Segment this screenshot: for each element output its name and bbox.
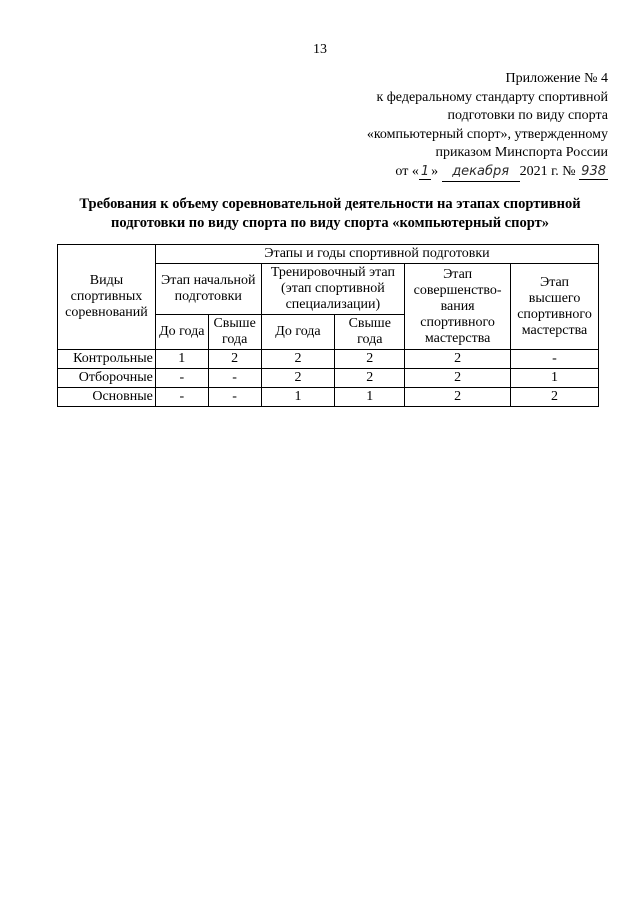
table-cell: 2	[208, 350, 261, 369]
sub-header-over-year: Свыше года	[335, 315, 405, 350]
table-cell: 1	[261, 388, 335, 407]
sub-header-upto-year: До года	[261, 315, 335, 350]
stage-initial-header: Этап начальной подготовки	[155, 264, 261, 315]
table-cell: 2	[335, 369, 405, 388]
table-cell: 1	[155, 350, 208, 369]
table-cell: 2	[405, 388, 511, 407]
handwritten-order-number: 938	[581, 163, 606, 179]
page-number: 13	[313, 42, 327, 57]
table-cell: -	[511, 350, 599, 369]
table-row	[58, 350, 599, 369]
row-label: Основные	[58, 388, 156, 407]
table-cell: 2	[511, 388, 599, 407]
appendix-line: «компьютерный спорт», утвержденному	[366, 126, 608, 142]
appendix-line: подготовки по виду спорта	[447, 108, 608, 123]
table-cell: -	[155, 388, 208, 407]
corner-header: Виды спортивных соревнований	[58, 245, 156, 350]
row-label: Отборочные	[58, 369, 156, 388]
title-line: подготовки по виду спорта по виду спорта «компьютерный спорт»	[111, 215, 549, 231]
sub-header-upto-year: До года	[155, 315, 208, 350]
date-mid: »	[431, 163, 439, 179]
table-cell: 2	[405, 369, 511, 388]
title-line: Требования к объему соревновательной деятельности на этапах спортивной	[79, 196, 581, 212]
requirements-table	[57, 244, 599, 407]
table-cell: 2	[261, 350, 335, 369]
table-cell: 2	[335, 350, 405, 369]
document-title	[40, 195, 620, 233]
date-year: 2021 г. №	[519, 163, 576, 179]
table-row	[58, 369, 599, 388]
stage-training-header: Тренировочный этап (этап спортивной специализации)	[261, 264, 405, 315]
handwritten-month: декабря	[442, 163, 520, 183]
appendix-line: к федеральному стандарту спортивной	[376, 89, 608, 105]
table-cell: 2	[405, 350, 511, 369]
appendix-line: приказом Минспорта России	[435, 145, 608, 160]
sub-header-over-year: Свыше года	[208, 315, 261, 350]
handwritten-day: 1	[420, 163, 430, 179]
appendix-date-line	[340, 163, 608, 183]
table-cell: -	[208, 369, 261, 388]
table-cell: -	[208, 388, 261, 407]
table-cell: 2	[261, 369, 335, 388]
table-cell: 1	[335, 388, 405, 407]
appendix-header	[340, 70, 608, 182]
table-cell: 1	[511, 369, 599, 388]
stage-highest-header: Этап высшего спортивного мастерства	[511, 264, 599, 350]
group-header: Этапы и годы спортивной подготовки	[155, 245, 598, 264]
table-cell: -	[155, 369, 208, 388]
row-label: Контрольные	[58, 350, 156, 369]
table-row	[58, 388, 599, 407]
date-prefix: от «	[395, 163, 419, 179]
appendix-title: Приложение № 4	[505, 71, 608, 86]
stage-improvement-header: Этап совершенство-вания спортивного мастерства	[405, 264, 511, 350]
